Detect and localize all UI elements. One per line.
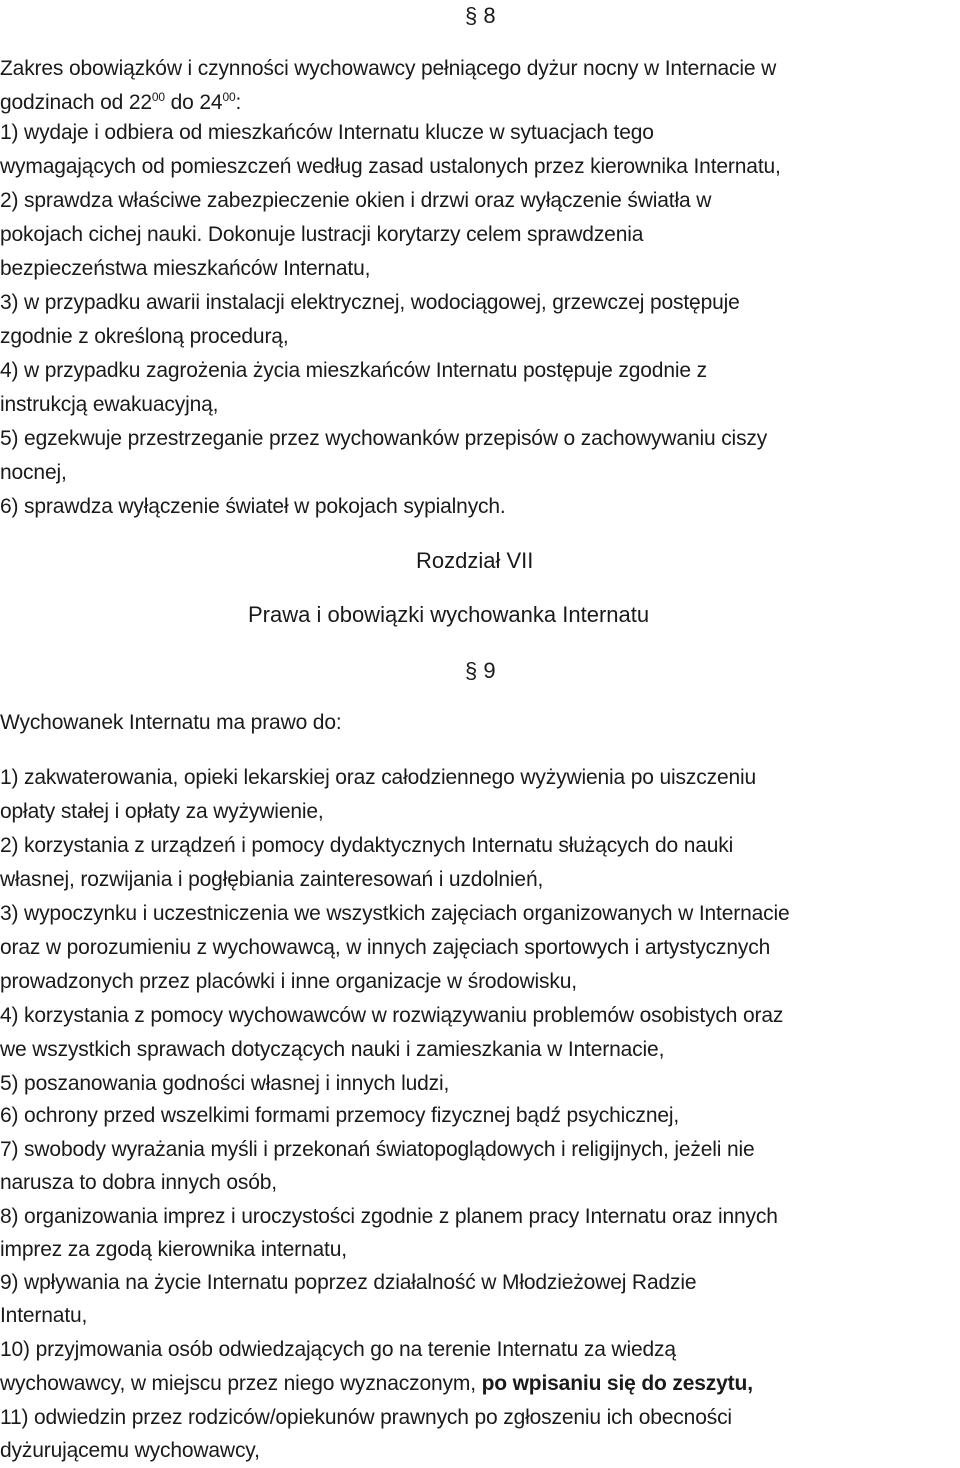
list-item: 1) zakwaterowania, opieki lekarskiej oraz całodziennego wyżywienia po uiszczeniu [0, 766, 757, 789]
list-item: 6) sprawdza wyłączenie świateł w pokojach sypialnych. [0, 495, 506, 518]
list-item: nocnej, [0, 461, 67, 484]
list-item: dyżurującemu wychowawcy, [0, 1439, 260, 1462]
section-9-intro: Wychowanek Internatu ma prawo do: [0, 711, 342, 734]
list-item: 2) sprawdza właściwe zabezpieczenie okien i drzwi oraz wyłączenie światła w [0, 189, 712, 212]
list-item: wymagających od pomieszczeń według zasad ustalonych przez kierownika Internatu, [0, 155, 781, 178]
list-item: 5) poszanowania godności własnej i innych ludzi, [0, 1072, 450, 1095]
list-item: opłaty stałej i opłaty za wyżywienie, [0, 800, 324, 823]
list-item: 4) korzystania z pomocy wychowawców w rozwiązywaniu problemów osobistych oraz [0, 1004, 784, 1027]
list-item: narusza to dobra innych osób, [0, 1171, 277, 1194]
list-item: 6) ochrony przed wszelkimi formami przemocy fizycznej bądź psychicznej, [0, 1104, 680, 1127]
list-item: instrukcją ewakuacyjną, [0, 393, 219, 416]
section-8-mark: § 8 [465, 3, 496, 28]
list-item: we wszystkich sprawach dotyczących nauki i zamieszkania w Internacie, [0, 1038, 665, 1061]
list-item-text: wychowawcy, w miejscu przez niego wyznaczonym, [0, 1372, 482, 1395]
intro-text-b: do 24 [164, 91, 223, 114]
list-item: 5) egzekwuje przestrzeganie przez wychowanków przepisów o zachowywaniu ciszy [0, 427, 768, 450]
time-superscript-1: 00 [151, 90, 165, 104]
list-item: 4) w przypadku zagrożenia życia mieszkańców Internatu postępuje zgodnie z [0, 359, 707, 382]
section-9-mark: § 9 [465, 658, 496, 683]
list-item: 9) wpływania na życie Internatu poprzez działalność w Młodzieżowej Radzie [0, 1271, 697, 1294]
chapter-title: Prawa i obowiązki wychowanka Internatu [248, 602, 650, 627]
list-item: 8) organizowania imprez i uroczystości zgodnie z planem pracy Internatu oraz innych [0, 1205, 778, 1228]
list-item: imprez za zgodą kierownika internatu, [0, 1238, 347, 1261]
chapter-number: Rozdział VII [416, 548, 534, 573]
list-item-emphasis: po wpisaniu się do zeszytu, [481, 1372, 753, 1395]
list-item [0, 1369, 753, 1399]
list-item: 3) w przypadku awarii instalacji elektrycznej, wodociągowej, grzewczej postępuje [0, 291, 740, 314]
intro-text-c: : [235, 91, 242, 114]
list-item: 1) wydaje i odbiera od mieszkańców Internatu klucze w sytuacjach tego [0, 121, 654, 144]
list-item: pokojach cichej nauki. Dokonuje lustracji korytarzy celem sprawdzenia [0, 223, 644, 246]
list-item: własnej, rozwijania i pogłębiania zainteresowań i uzdolnień, [0, 868, 544, 891]
list-item: zgodnie z określoną procedurą, [0, 325, 289, 348]
list-item: 2) korzystania z urządzeń i pomocy dydaktycznych Internatu służących do nauki [0, 834, 734, 857]
list-item: oraz w porozumieniu z wychowawcą, w innych zajęciach sportowych i artystycznych [0, 936, 771, 959]
list-item: 11) odwiedzin przez rodziców/opiekunów prawnych po zgłoszeniu ich obecności [0, 1406, 732, 1429]
list-item: 10) przyjmowania osób odwiedzających go na terenie Internatu za wiedzą [0, 1338, 676, 1361]
list-item: Internatu, [0, 1304, 88, 1327]
list-item: bezpieczeństwa mieszkańców Internatu, [0, 257, 371, 280]
intro-text-a: godzinach od 22 [0, 91, 152, 114]
list-item: 7) swobody wyrażania myśli i przekonań światopoglądowych i religijnych, jeżeli nie [0, 1138, 755, 1161]
list-item: prowadzonych przez placówki i inne organizacje w środowisku, [0, 970, 577, 993]
list-item: 3) wypoczynku i uczestniczenia we wszystkich zajęciach organizowanych w Internacie [0, 902, 790, 925]
section-8-intro-line-2 [0, 88, 241, 118]
time-superscript-2: 00 [222, 90, 236, 104]
section-8-intro-line-1: Zakres obowiązków i czynności wychowawcy pełniącego dyżur nocny w Internacie w [0, 57, 777, 80]
